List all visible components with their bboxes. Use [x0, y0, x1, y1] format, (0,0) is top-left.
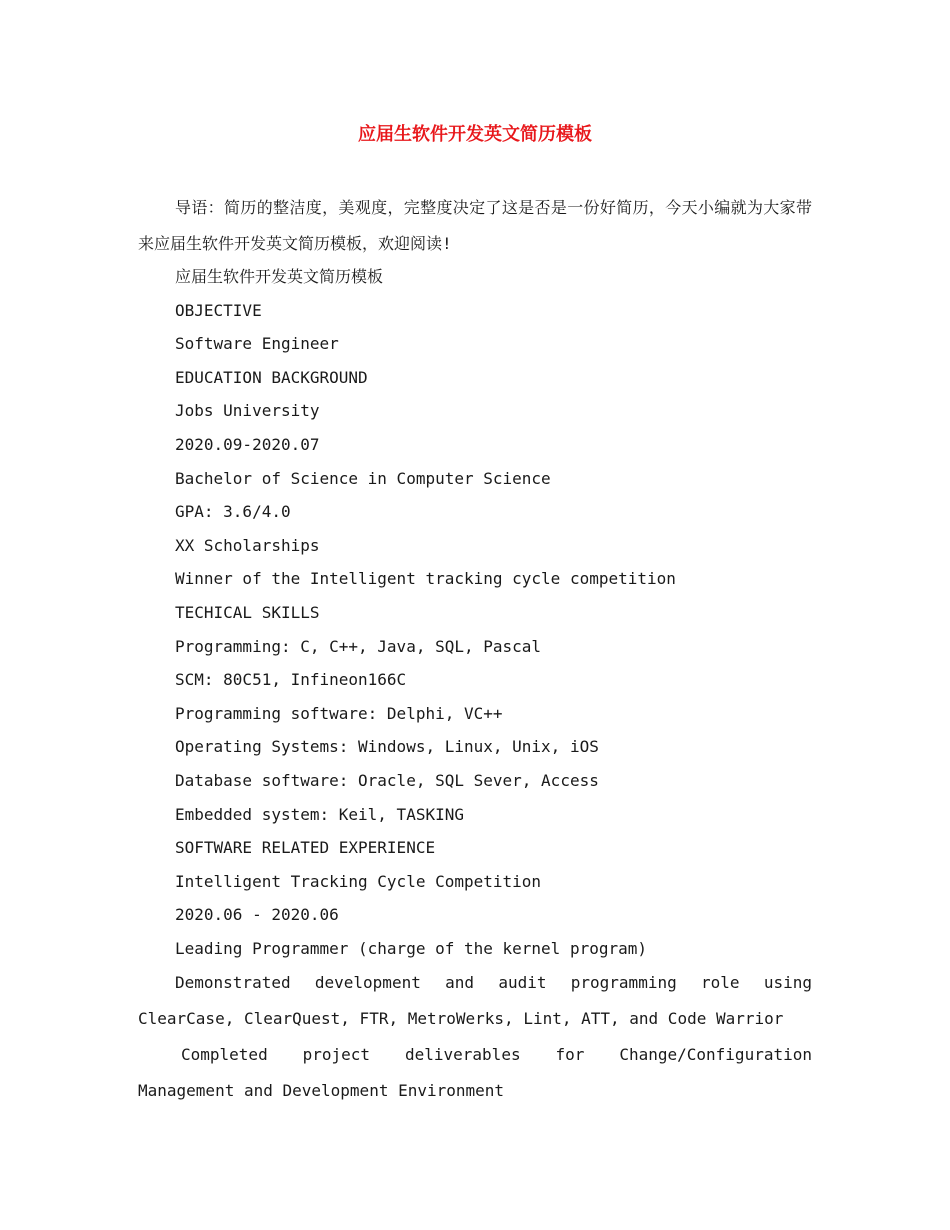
resume-line: Database software: Oracle, SQL Sever, Access [175, 770, 599, 790]
resume-lines [138, 260, 812, 965]
resume-line: XX Scholarships [175, 535, 320, 555]
resume-line: SOFTWARE RELATED EXPERIENCE [175, 838, 436, 858]
resume-line: Programming: C, C++, Java, SQL, Pascal [175, 636, 542, 656]
resume-line: Programming software: Delphi, VC++ [175, 703, 503, 723]
resume-line: Leading Programmer (charge of the kernel program) [175, 938, 648, 958]
resume-line: 应届生软件开发英文简历模板 [175, 267, 384, 286]
resume-line: Embedded system: Keil, TASKING [175, 804, 464, 824]
resume-line: GPA: 3.6/4.0 [175, 502, 291, 522]
resume-line: Bachelor of Science in Computer Science [175, 468, 551, 488]
resume-line: SCM: 80C51, Infineon166C [175, 670, 407, 690]
resume-line: 2020.09-2020.07 [175, 434, 320, 454]
resume-line: Intelligent Tracking Cycle Competition [175, 871, 542, 891]
intro-paragraph: 导语：简历的整洁度，美观度，完整度决定了这是否是一份好简历，今天小编就为大家带来应届生软件开发英文简历模板，欢迎阅读! [138, 198, 812, 253]
resume-line: Jobs University [175, 401, 320, 421]
resume-line: 2020.06 - 2020.06 [175, 905, 339, 925]
document-body [138, 190, 812, 1109]
resume-line: EDUCATION BACKGROUND [175, 367, 368, 387]
experience-paragraph-a: Demonstrated development and audit programming role using ClearCase, ClearQuest, FTR, MetroWerks, Lint, ATT, and Code Warrior [138, 973, 812, 1029]
document-title: 应届生软件开发英文简历模板 [358, 124, 592, 145]
resume-line: OBJECTIVE [175, 300, 262, 320]
resume-line: Software Engineer [175, 334, 339, 354]
resume-line: Winner of the Intelligent tracking cycle competition [175, 569, 676, 589]
experience-paragraph-b: Completed project deliverables for Change/Configuration Management and Development Environment [138, 1045, 812, 1101]
resume-line: TECHICAL SKILLS [175, 602, 320, 622]
resume-line: Operating Systems: Windows, Linux, Unix, iOS [175, 737, 599, 757]
